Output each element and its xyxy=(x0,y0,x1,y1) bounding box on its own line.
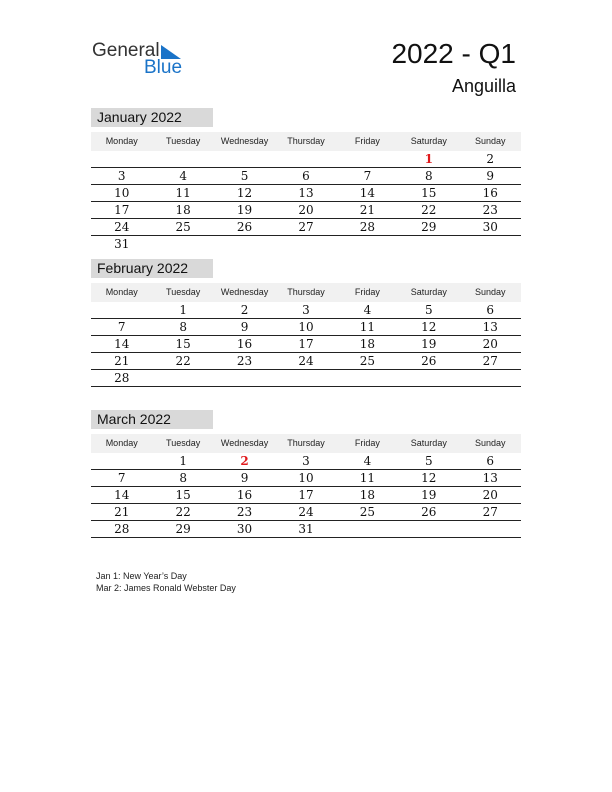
day-cell: 5 xyxy=(425,303,433,317)
week-row xyxy=(91,353,521,370)
day-cell: 5 xyxy=(240,169,249,183)
day-cell: 4 xyxy=(363,303,372,317)
day-cell: 17 xyxy=(298,337,314,351)
holiday-note: Jan 1: New Year’s Day xyxy=(96,571,187,581)
empty-day-cell xyxy=(460,370,521,386)
day-cell: 2 xyxy=(486,152,495,166)
weekday-label: Wednesday xyxy=(220,136,269,146)
week-row xyxy=(91,487,521,504)
week-row xyxy=(91,504,521,521)
empty-day-cell xyxy=(398,521,459,537)
week-row xyxy=(91,151,521,168)
day-cell: 6 xyxy=(302,169,310,183)
empty-day-cell xyxy=(214,151,275,167)
weekday-label: Saturday xyxy=(410,287,447,297)
day-cell: 10 xyxy=(114,186,130,200)
day-cell: 26 xyxy=(421,505,437,519)
empty-day-cell xyxy=(214,370,275,386)
day-cell: 18 xyxy=(359,337,376,351)
weekday-label: Monday xyxy=(105,136,138,146)
month-title: March 2022 xyxy=(91,410,213,429)
day-cell: 21 xyxy=(114,354,130,368)
day-cell: 27 xyxy=(298,220,314,234)
day-cell: 12 xyxy=(421,320,437,334)
day-cell: 22 xyxy=(421,203,437,217)
month-january xyxy=(91,108,521,252)
week-row xyxy=(91,319,521,336)
empty-day-cell xyxy=(337,521,398,537)
weekday-label: Friday xyxy=(354,438,380,448)
week-row xyxy=(91,470,521,487)
weekday-label: Wednesday xyxy=(220,438,269,448)
day-cell: 7 xyxy=(117,320,126,334)
empty-day-cell xyxy=(275,151,336,167)
day-cell: 16 xyxy=(236,337,253,351)
day-cell: 24 xyxy=(298,354,314,368)
month-title: February 2022 xyxy=(91,259,213,278)
day-cell: 30 xyxy=(482,220,498,234)
empty-day-cell xyxy=(460,236,521,252)
day-cell: 11 xyxy=(359,471,376,485)
empty-day-cell xyxy=(152,370,213,386)
day-cell: 28 xyxy=(114,371,130,385)
week-row xyxy=(91,302,521,319)
weekday-label: Tuesday xyxy=(166,438,201,448)
empty-day-cell xyxy=(152,151,213,167)
day-cell: 13 xyxy=(298,186,314,200)
day-cell: 23 xyxy=(236,354,253,368)
day-cell: 6 xyxy=(486,454,495,468)
day-cell: 19 xyxy=(421,488,437,502)
day-cell: 4 xyxy=(363,454,372,468)
empty-day-cell xyxy=(152,236,213,252)
day-cell: 8 xyxy=(425,169,433,183)
day-cell: 30 xyxy=(236,522,253,536)
day-cell: 29 xyxy=(421,220,437,234)
empty-day-cell xyxy=(275,370,336,386)
day-cell: 2 xyxy=(240,303,249,317)
day-cell: 5 xyxy=(425,454,433,468)
day-cell: 24 xyxy=(298,505,314,519)
holiday-day-cell: 1 xyxy=(424,152,433,166)
weekday-label: Thursday xyxy=(287,438,325,448)
day-cell: 16 xyxy=(236,488,253,502)
weekday-label: Thursday xyxy=(287,136,325,146)
day-cell: 11 xyxy=(359,320,376,334)
day-cell: 15 xyxy=(421,186,437,200)
day-cell: 18 xyxy=(175,203,191,217)
day-cell: 7 xyxy=(117,471,126,485)
day-cell: 18 xyxy=(359,488,376,502)
day-cell: 10 xyxy=(298,320,314,334)
week-row xyxy=(91,168,521,185)
empty-day-cell xyxy=(460,521,521,537)
day-cell: 20 xyxy=(298,203,314,217)
day-cell: 19 xyxy=(236,203,253,217)
weekday-label: Thursday xyxy=(287,287,325,297)
empty-day-cell xyxy=(91,302,152,318)
day-cell: 17 xyxy=(114,203,130,217)
day-cell: 29 xyxy=(175,522,191,536)
weekday-label: Sunday xyxy=(474,438,506,448)
empty-day-cell xyxy=(91,453,152,469)
empty-day-cell xyxy=(337,236,398,252)
day-cell: 7 xyxy=(363,169,372,183)
weekday-label: Tuesday xyxy=(166,136,201,146)
weekday-label: Friday xyxy=(354,136,380,146)
quarter-title: 2022 - Q1 xyxy=(391,38,516,69)
day-cell: 10 xyxy=(298,471,314,485)
day-cell: 23 xyxy=(236,505,253,519)
weekday-label: Monday xyxy=(105,438,138,448)
day-cell: 22 xyxy=(175,505,191,519)
weekday-label: Wednesday xyxy=(220,287,269,297)
day-cell: 6 xyxy=(486,303,495,317)
day-cell: 23 xyxy=(482,203,498,217)
day-cell: 21 xyxy=(359,203,376,217)
day-cell: 31 xyxy=(114,237,130,251)
day-cell: 9 xyxy=(240,471,249,485)
day-cell: 14 xyxy=(359,186,376,200)
day-cell: 15 xyxy=(175,488,191,502)
day-cell: 21 xyxy=(114,505,130,519)
day-cell: 28 xyxy=(114,522,130,536)
day-cell: 19 xyxy=(421,337,437,351)
day-cell: 8 xyxy=(179,320,187,334)
weekday-header xyxy=(91,283,521,302)
week-row xyxy=(91,521,521,538)
country-name: Anguilla xyxy=(451,76,516,96)
day-cell: 14 xyxy=(114,337,130,351)
day-cell: 31 xyxy=(298,522,314,536)
day-cell: 11 xyxy=(175,186,191,200)
day-cell: 12 xyxy=(236,186,253,200)
day-cell: 13 xyxy=(482,320,498,334)
day-cell: 27 xyxy=(482,505,498,519)
week-row xyxy=(91,236,521,252)
week-row xyxy=(91,219,521,236)
day-cell: 8 xyxy=(179,471,187,485)
day-cell: 17 xyxy=(298,488,314,502)
empty-day-cell xyxy=(398,236,459,252)
day-cell: 15 xyxy=(175,337,191,351)
empty-day-cell xyxy=(337,370,398,386)
week-row xyxy=(91,185,521,202)
day-cell: 14 xyxy=(114,488,130,502)
day-cell: 24 xyxy=(114,220,130,234)
day-cell: 28 xyxy=(359,220,376,234)
day-cell: 3 xyxy=(302,303,310,317)
month-february xyxy=(91,259,521,387)
day-cell: 26 xyxy=(236,220,253,234)
day-cell: 25 xyxy=(359,354,376,368)
day-cell: 9 xyxy=(486,169,495,183)
empty-day-cell xyxy=(337,151,398,167)
empty-day-cell xyxy=(214,236,275,252)
week-row xyxy=(91,202,521,219)
day-cell: 1 xyxy=(179,303,187,317)
day-cell: 1 xyxy=(179,454,187,468)
weekday-label: Monday xyxy=(105,287,138,297)
day-cell: 12 xyxy=(421,471,437,485)
weekday-header xyxy=(91,434,521,453)
logo-text-general: General xyxy=(92,40,160,61)
day-cell: 3 xyxy=(302,454,310,468)
day-cell: 13 xyxy=(482,471,498,485)
day-cell: 3 xyxy=(117,169,126,183)
day-cell: 4 xyxy=(179,169,187,183)
month-march xyxy=(91,410,521,538)
week-row xyxy=(91,370,521,387)
week-row xyxy=(91,453,521,470)
week-row xyxy=(91,336,521,353)
weekday-label: Tuesday xyxy=(166,287,201,297)
holiday-day-cell: 2 xyxy=(240,454,249,468)
weekday-label: Saturday xyxy=(410,438,447,448)
day-cell: 26 xyxy=(421,354,437,368)
empty-day-cell xyxy=(275,236,336,252)
day-cell: 9 xyxy=(240,320,249,334)
weekday-label: Saturday xyxy=(410,136,447,146)
day-cell: 27 xyxy=(482,354,498,368)
logo xyxy=(92,40,192,80)
weekday-label: Friday xyxy=(354,287,380,297)
empty-day-cell xyxy=(398,370,459,386)
weekday-label: Sunday xyxy=(474,136,506,146)
holiday-notes xyxy=(96,570,236,594)
day-cell: 16 xyxy=(482,186,498,200)
weekday-label: Sunday xyxy=(474,287,506,297)
day-cell: 20 xyxy=(482,488,498,502)
logo-text-blue: Blue xyxy=(144,57,183,78)
empty-day-cell xyxy=(91,151,152,167)
holiday-note: Mar 2: James Ronald Webster Day xyxy=(96,583,236,593)
day-cell: 20 xyxy=(482,337,498,351)
month-title: January 2022 xyxy=(91,108,213,127)
day-cell: 25 xyxy=(175,220,191,234)
day-cell: 22 xyxy=(175,354,191,368)
weekday-header xyxy=(91,132,521,151)
day-cell: 25 xyxy=(359,505,376,519)
